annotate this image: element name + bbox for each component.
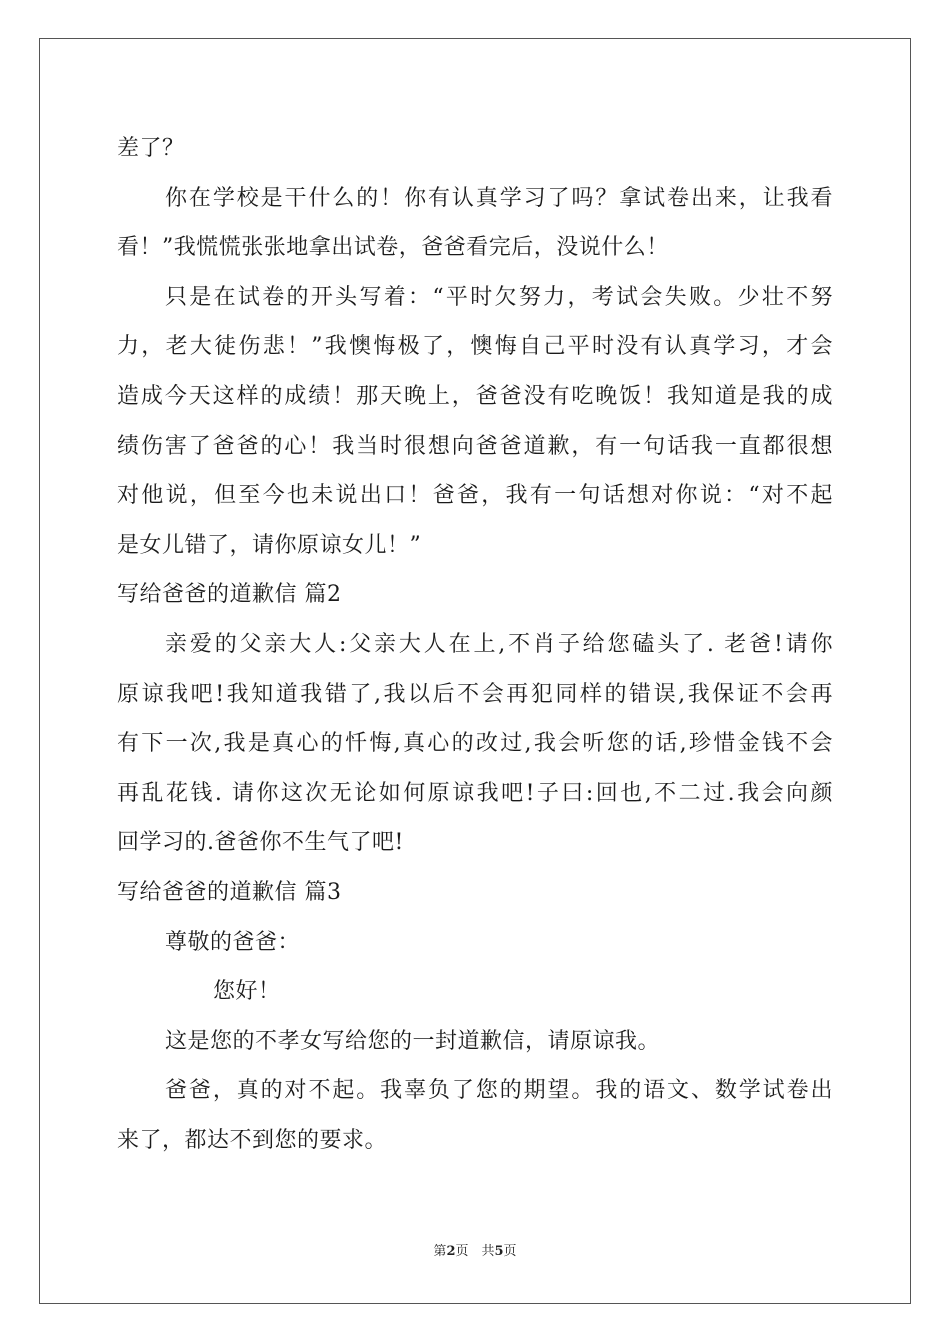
document-body (117, 124, 833, 1165)
text-line: 原谅我吧!我知道我错了,我以后不会再犯同样的错误,我保证不会再 (117, 681, 833, 707)
text-line: 再乱花钱. 请你这次无论如何原谅我吧!子曰:回也,不二过.我会向颜 (117, 780, 833, 806)
text-line: 有下一次,我是真心的忏悔,真心的改过,我会听您的话,珍惜金钱不会 (117, 731, 833, 757)
page-footer (0, 1240, 950, 1259)
text-line: 是女儿错了，请你原谅女儿！” (117, 532, 422, 558)
text-line: 对他说，但至今也未说出口！爸爸，我有一句话想对你说：“对不起 (117, 483, 833, 509)
footer-total-pages: 5 (494, 1244, 504, 1259)
footer-suffix: 页 (503, 1244, 517, 1259)
text-line: 绩伤害了爸爸的心！我当时很想向爸爸道歉，有一句话我一直都很想 (117, 433, 833, 459)
text-line: 您好！ (213, 979, 281, 1005)
text-line: 看！”我慌慌张张地拿出试卷，爸爸看完后，没说什么！ (117, 235, 669, 261)
text-line: 回学习的.爸爸你不生气了吧! (117, 830, 404, 856)
text-line: 写给爸爸的道歉信 篇3 (117, 879, 342, 905)
text-line: 只是在试卷的开头写着：“平时欠努力，考试会失败。少壮不努 (165, 284, 833, 310)
text-line: 来了，都达不到您的要求。 (117, 1127, 388, 1153)
text-line: 这是您的不孝女写给您的一封道歉信，请原谅我。 (165, 1028, 661, 1054)
footer-middle: 页 共 (455, 1244, 495, 1259)
text-line: 尊敬的爸爸： (165, 929, 301, 955)
text-line: 写给爸爸的道歉信 篇2 (117, 582, 342, 608)
footer-current-page: 2 (446, 1244, 456, 1259)
text-line: 造成今天这样的成绩！那天晚上，爸爸没有吃晚饭！我知道是我的成 (117, 383, 833, 409)
text-line: 亲爱的父亲大人:父亲大人在上,不肖子给您磕头了. 老爸!请你 (165, 631, 833, 657)
text-line: 爸爸，真的对不起。我辜负了您的期望。我的语文、数学试卷出 (165, 1078, 833, 1104)
footer-prefix: 第 (433, 1244, 447, 1259)
text-line: 你在学校是干什么的！你有认真学习了吗？拿试卷出来，让我看 (165, 185, 833, 211)
text-line: 差了？ (117, 136, 185, 161)
text-line: 力，老大徒伤悲！”我懊悔极了，懊悔自己平时没有认真学习，才会 (117, 334, 833, 360)
